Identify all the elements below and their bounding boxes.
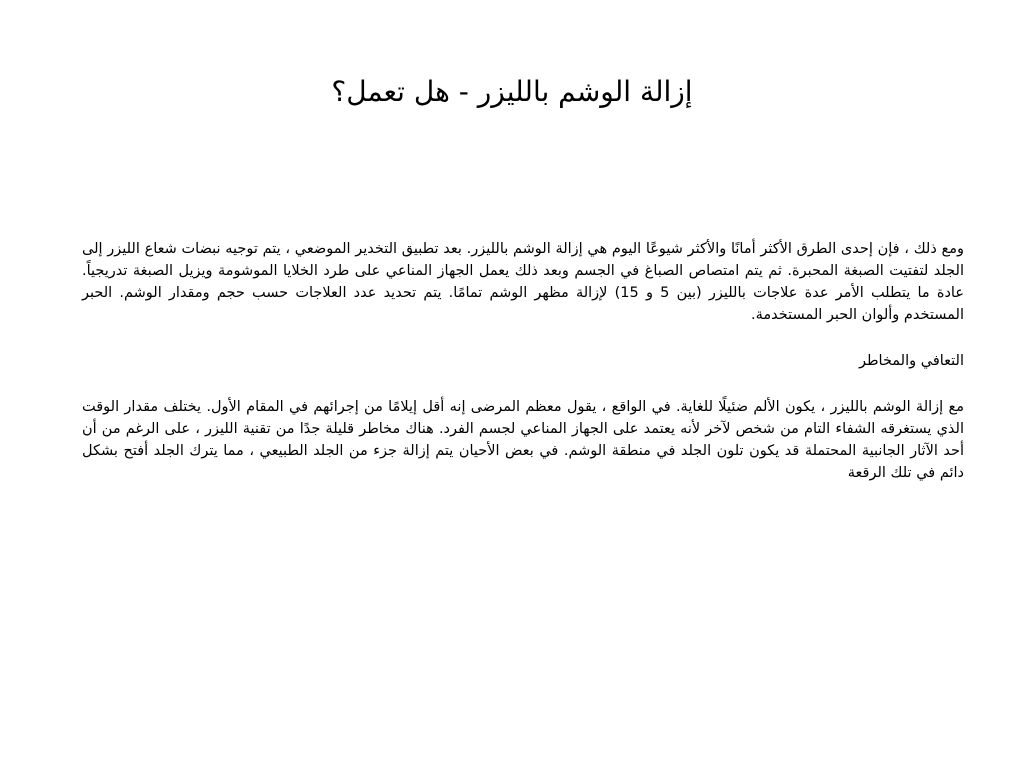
slide-title: إزالة الوشم بالليزر - هل تعمل؟ xyxy=(331,75,693,108)
section-heading-recovery-risks: التعافي والمخاطر xyxy=(858,353,964,369)
paragraph-laser-procedure: ومع ذلك ، فإن إحدى الطرق الأكثر أمانًا والأكثر شيوعًا اليوم هي إزالة الوشم بالليزر. بعد تطبيق التخدير الموضعي ، يتم توجيه نبضات شعاع الليزر إلى الجلد لتفتيت الصبغة المحبرة. ثم يتم امتصاص الصباغ في الجسم وبعد ذلك يعمل الجهاز المناعي على طرد الخلايا الموشومة ويزيل الصبغة تدريجياً. عادة ما يتطلب الأمر عدة علاجات بالليزر (بين 5 و 15) لإزالة مظهر الوشم تمامًا. يتم تحديد عدد العلاجات حسب حجم ومقدار الوشم. الحبر المستخدم وألوان الحبر المستخدمة. xyxy=(82,241,964,323)
paragraph-recovery-risks: مع إزالة الوشم بالليزر ، يكون الألم ضئيلًا للغاية. في الواقع ، يقول معظم المرضى إنه أقل إيلامًا من إجرائهم في المقام الأول. يختلف مقدار الوقت الذي يستغرقه الشفاء التام من شخص لآخر لأنه يعتمد على الجهاز المناعي لجسم الفرد. هناك مخاطر قليلة جدًا من تقنية الليزر ، على الرغم من أن أحد الآثار الجانبية المحتملة قد يكون تلون الجلد في منطقة الوشم. في بعض الأحيان يتم إزالة جزء من الجلد الطبيعي ، مما يترك الجلد أفتح بشكل دائم في تلك الرقعة xyxy=(82,399,964,481)
slide-body xyxy=(82,238,964,508)
